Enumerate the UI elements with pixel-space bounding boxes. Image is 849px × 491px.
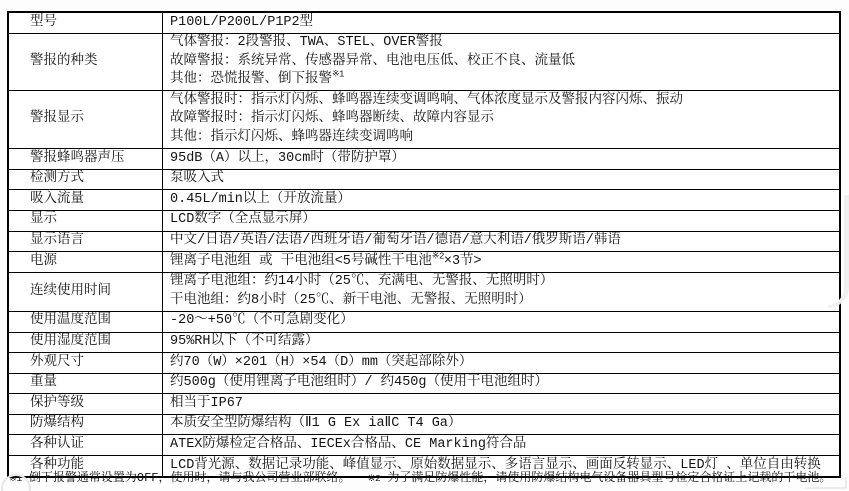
spec-label: 防爆结构: [9, 415, 163, 435]
footnote: [9, 471, 350, 485]
table-row: [9, 332, 839, 353]
spec-value: [163, 333, 839, 353]
spec-value: [163, 374, 839, 394]
ref-mark: ※1: [332, 69, 344, 80]
table-row: [9, 169, 839, 190]
table-row: [9, 272, 839, 311]
spec-value-line: 本质安全型防爆结构（Ⅱ1 G Ex iaⅡC T4 Ga）: [170, 416, 462, 432]
table-row: [9, 33, 839, 91]
spec-label: 型号: [9, 13, 163, 33]
spec-value-line: 0.45L/min以上（开放流量）: [170, 191, 351, 207]
table-row: [9, 434, 839, 455]
spec-label: 显示: [9, 211, 163, 231]
spec-label: 电源: [9, 252, 163, 272]
spec-label: 使用温度范围: [9, 312, 163, 332]
spec-label: 外观尺寸: [9, 353, 163, 373]
spec-table: [7, 11, 841, 478]
footnote-text: 倒下报警通常设置为OFF，使用时，请与我公司营业部联络。: [28, 471, 351, 485]
spec-value-line: P100L/P200L/P1P2型: [170, 14, 314, 30]
spec-value-line: 相当于IP67: [170, 395, 243, 411]
table-row: [9, 373, 839, 394]
spec-value: [163, 353, 839, 373]
spec-value: [163, 190, 839, 210]
spec-label: 各种认证: [9, 435, 163, 455]
table-row: [9, 393, 839, 414]
spec-label: 警报的种类: [9, 34, 163, 91]
footnotes: [9, 471, 845, 486]
spec-value-line: 其他：指示灯闪烁、蜂鸣器连续变调鸣响: [170, 130, 413, 146]
table-row: [9, 414, 839, 435]
spec-value: [163, 211, 839, 231]
spec-value-line: 中文/日语/英语/法语/西班牙语/葡萄牙语/德语/意大利语/俄罗斯语/韩语: [170, 233, 621, 249]
table-row: [9, 251, 839, 272]
table-row: [9, 189, 839, 210]
spec-value-line: 95dB（A）以上，30cm时（带防护罩）: [170, 150, 405, 166]
spec-value: [163, 149, 839, 169]
spec-value: [163, 13, 839, 33]
spec-value-line: 泵吸入式: [170, 171, 224, 187]
spec-label: 显示语言: [9, 232, 163, 252]
spec-value-line: LCD数字（全点显示屏）: [170, 212, 316, 228]
spec-value: [163, 394, 839, 414]
spec-value-line: 故障警报时：指示灯闪烁、蜂鸣器断续、故障内容显示: [170, 111, 494, 127]
spec-value-line: -20～+50℃（不可急剧变化）: [170, 313, 354, 329]
footnote-mark: ※2: [367, 473, 381, 484]
footnote: [367, 471, 831, 485]
spec-value: [163, 273, 839, 311]
spec-label: 保护等级: [9, 394, 163, 414]
spec-label: 连续使用时间: [9, 273, 163, 311]
table-row: [9, 231, 839, 252]
spec-value-line: LCD背光源、数据记录功能、峰值显示、原始数据显示、多语言显示、画面反转显示、LED灯 、单位自由转换: [170, 457, 821, 473]
table-row: [9, 13, 839, 33]
footnote-mark: ※1: [9, 473, 22, 484]
table-row: [9, 352, 839, 373]
spec-value: [163, 232, 839, 252]
table-row: [9, 311, 839, 332]
table-row: [9, 148, 839, 169]
spec-value: [163, 312, 839, 332]
spec-value: [163, 34, 839, 91]
spec-label: 重量: [9, 374, 163, 394]
spec-label: 使用湿度范围: [9, 333, 163, 353]
spec-value-line: 干电池组：约8小时（25℃、新干电池、无警报、无照明时）: [170, 292, 532, 308]
spec-value-line: 锂离子电池组：约14小时（25℃、充满电、无警报、无照明时）: [170, 274, 554, 290]
spec-value-line: 气体警报：2段警报、TWA、STEL、OVER警报: [170, 35, 443, 51]
spec-value: [163, 252, 839, 272]
spec-value-line: 95%RH以下（不可结露）: [170, 334, 319, 349]
spec-label: 各种功能: [9, 456, 163, 476]
spec-label: 检测方式: [9, 170, 163, 190]
table-row: [9, 90, 839, 148]
table-row: [9, 210, 839, 231]
spec-value: [163, 170, 839, 190]
spec-value-line: 约500g（使用锂离子电池组时）/ 约450g（使用干电池组时）: [170, 375, 549, 391]
spec-label: 警报显示: [9, 91, 163, 148]
spec-value-line: ATEX防爆检定合格品、IECEx合格品、CE Marking符合品: [170, 436, 527, 452]
spec-value: [163, 415, 839, 435]
spec-label: 警报蜂鸣器声压: [9, 149, 163, 169]
spec-label: 吸入流量: [9, 190, 163, 210]
footnote-text: 为了满足防爆性能，请使用防爆结构电气设备器具型号检定合格证上记载的干电池。: [387, 471, 832, 485]
spec-value: [163, 435, 839, 455]
spec-value-line: 故障警报：系统异常、传感器异常、电池电压低、校正不良、流量低: [170, 53, 575, 69]
spec-value-line: 约70（W）×201（H）×54（D）mm（突起部除外）: [170, 354, 473, 370]
spec-value-line: 气体警报时：指示灯闪烁、蜂鸣器连续变调鸣响、气体浓度显示及警报内容闪烁、振动: [170, 92, 683, 108]
spec-value-line: 锂离子电池组 或 干电池组<5号碱性干电池$^{※2}$×3节>: [170, 252, 482, 269]
spec-value: [163, 91, 839, 148]
spec-value-line: 其他：恐慌报警、倒下报警$^{※1}$: [170, 69, 344, 88]
ref-mark: ※2: [431, 252, 444, 262]
